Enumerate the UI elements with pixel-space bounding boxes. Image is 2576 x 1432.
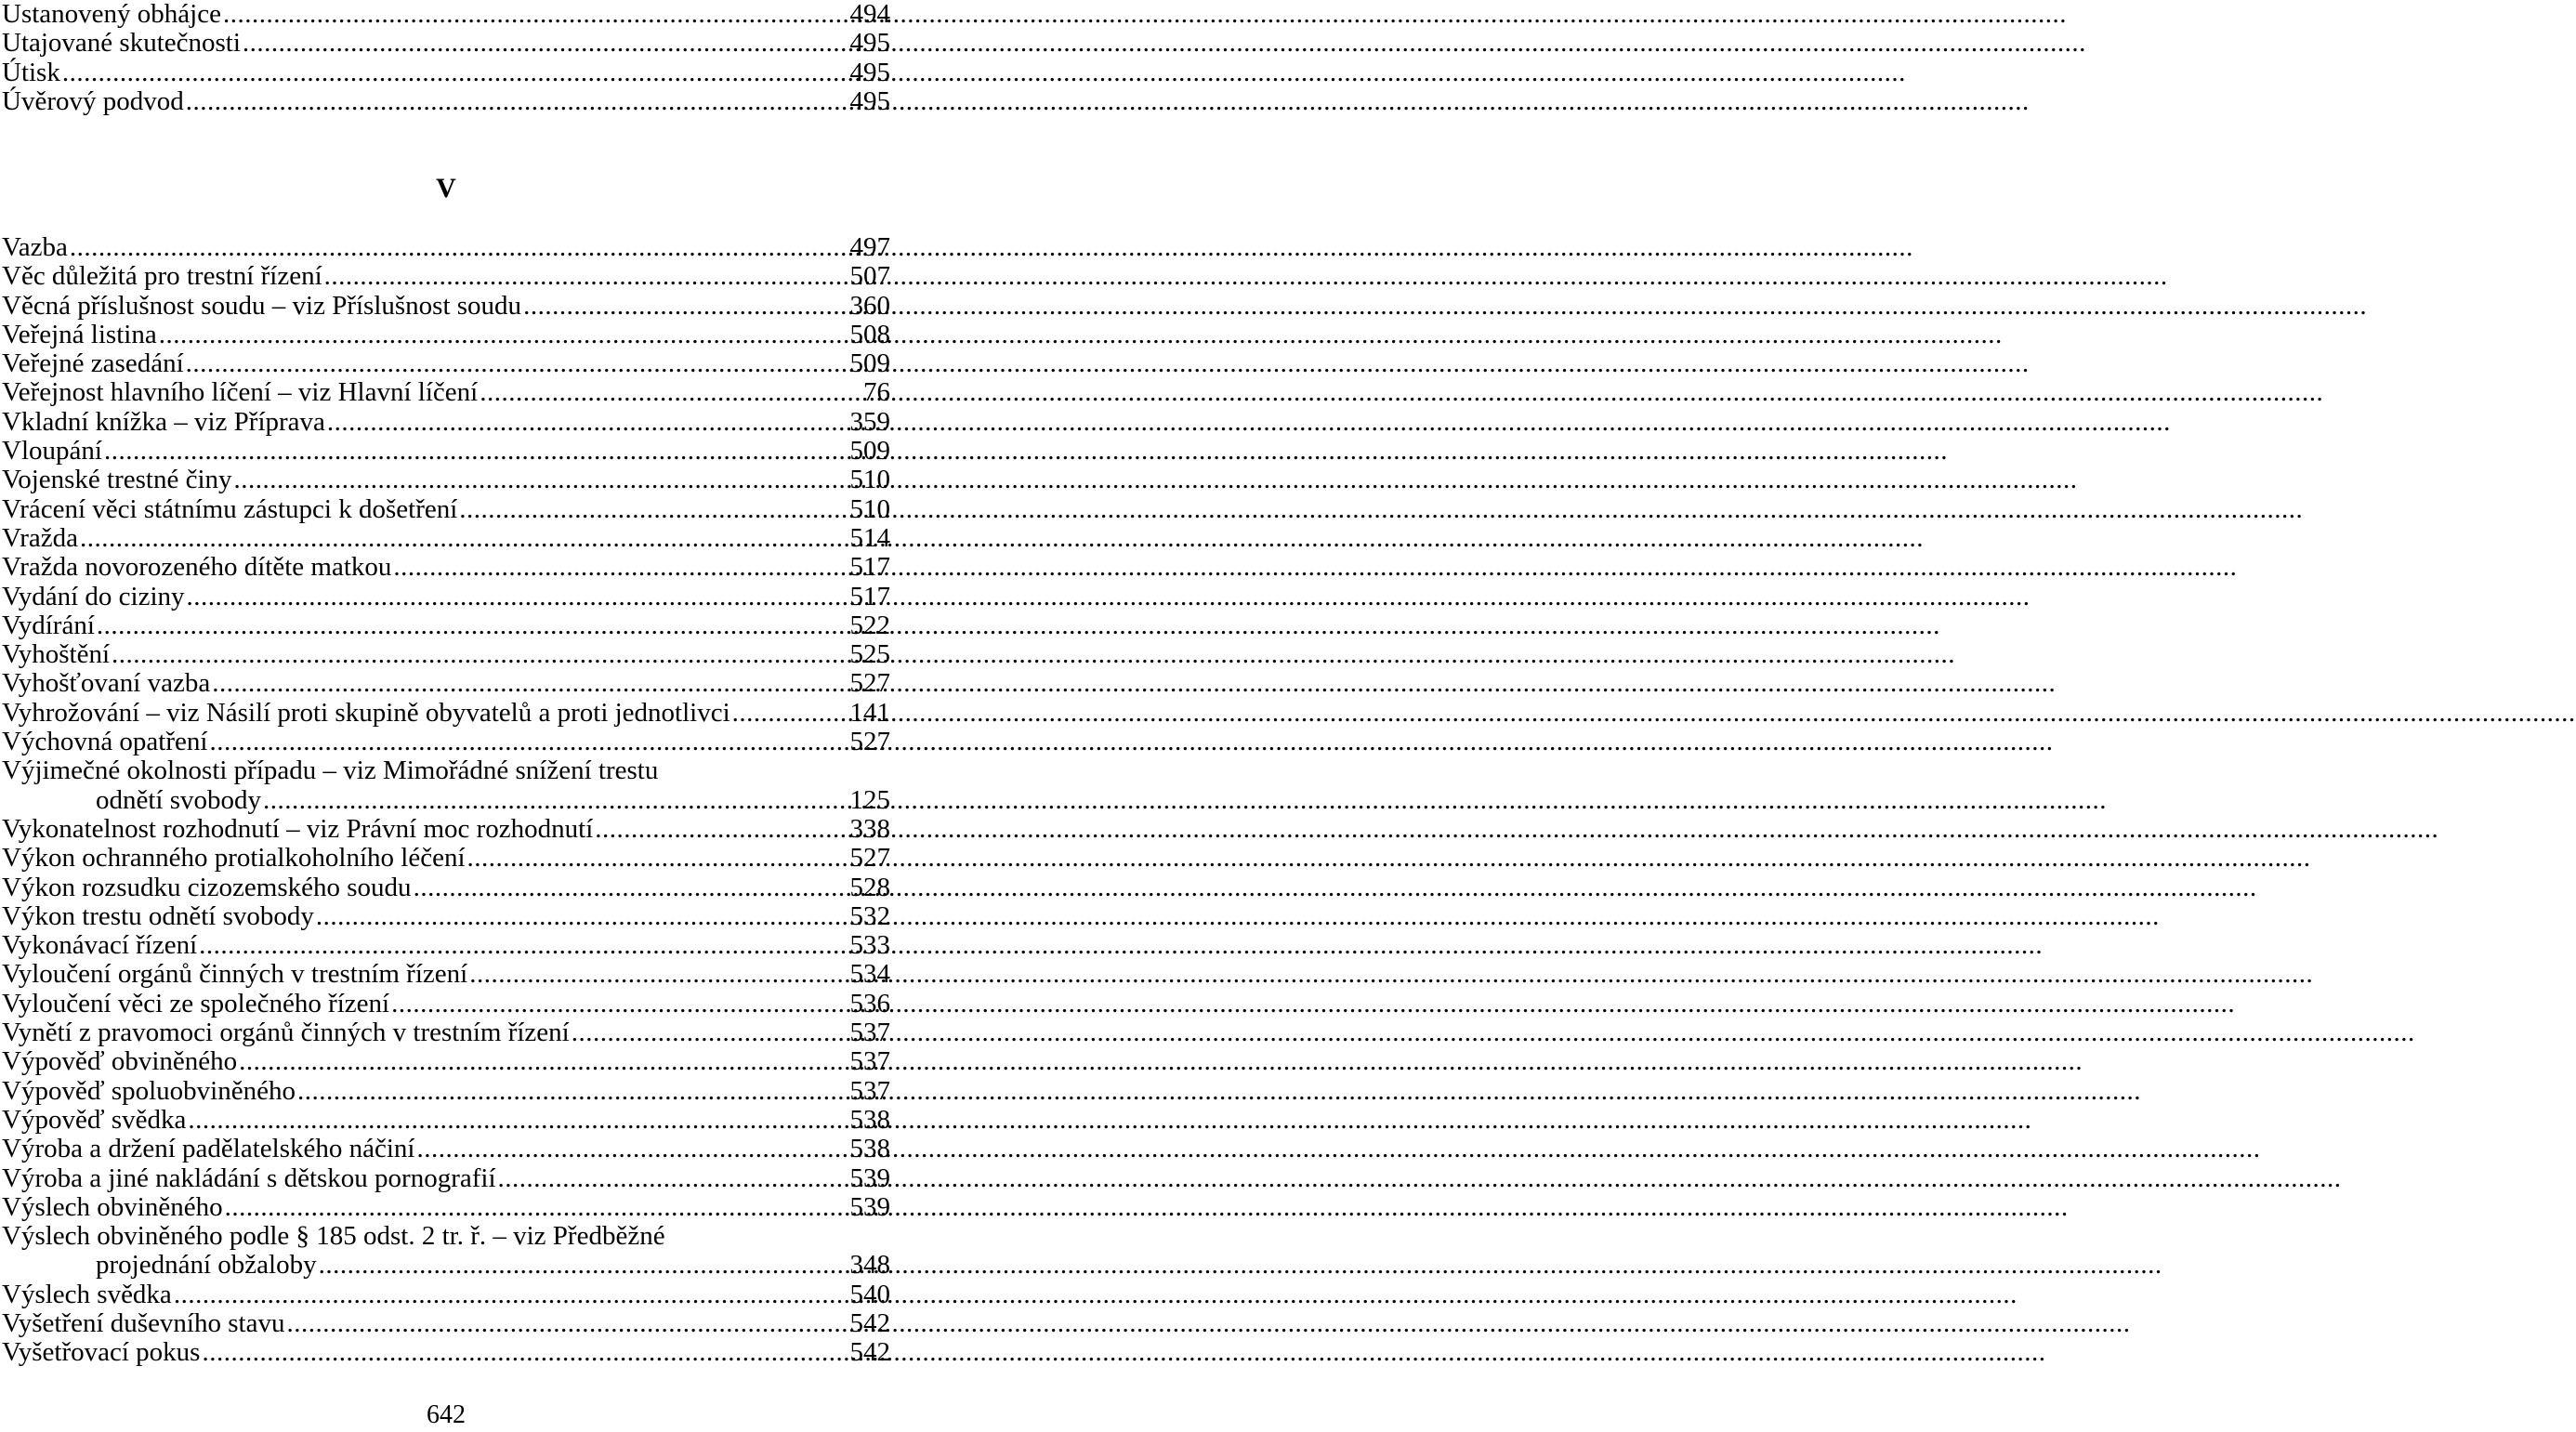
entry-page-number: 510 xyxy=(849,493,890,524)
entry-label: Výpověď obviněného xyxy=(2,1046,238,1077)
entry-label: Věc důležitá pro trestní řízení xyxy=(2,261,322,292)
entry-label: Veřejnost hlavního líčení – viz Hlavní líčení xyxy=(2,377,479,408)
entry-page-number: 527 xyxy=(849,727,890,757)
index-entry xyxy=(2,349,890,378)
entry-label: Výpověď spoluobviněného xyxy=(2,1075,296,1106)
entry-page-number: 508 xyxy=(849,319,890,349)
dot-leader xyxy=(187,583,820,611)
entry-label: Výkon ochranného protialkoholního léčení xyxy=(2,843,466,874)
index-entry xyxy=(2,611,890,640)
dot-leader xyxy=(414,874,820,902)
index-entry xyxy=(2,437,890,466)
index-entry xyxy=(2,262,890,291)
entry-label: Vydání do ciziny xyxy=(2,581,185,611)
entry-page-number: 514 xyxy=(849,522,890,553)
entry-page-number: 542 xyxy=(849,1337,890,1368)
index-entry xyxy=(2,960,890,989)
entry-label: Výslech obviněného podle § 185 odst. 2 tr. ř. – viz Předběžné xyxy=(2,1221,665,1252)
index-entry xyxy=(2,1338,890,1367)
dot-leader xyxy=(595,815,820,844)
entry-page-number: 534 xyxy=(849,959,890,990)
dot-leader xyxy=(212,669,820,698)
entry-label: Výslech obviněného xyxy=(2,1191,223,1222)
index-entry xyxy=(2,874,890,902)
entry-label: Výroba a držení padělatelského náčiní xyxy=(2,1134,415,1164)
entry-label: Věcná příslušnost soudu – viz Příslušnost soudu xyxy=(2,290,522,321)
entry-page-number: 539 xyxy=(849,1191,890,1222)
entry-label: Výkon rozsudku cizozemského soudu xyxy=(2,872,412,902)
index-entry xyxy=(2,59,890,87)
dot-leader xyxy=(225,1193,820,1222)
entry-label: Vyšetřovací pokus xyxy=(2,1337,201,1368)
entry-page-number: 359 xyxy=(849,406,890,437)
entry-continuation-label: projednání obžaloby xyxy=(96,1250,317,1281)
entry-page-number: 527 xyxy=(849,668,890,699)
entry-page-number: 509 xyxy=(849,436,890,466)
dot-leader xyxy=(393,553,820,582)
index-entry xyxy=(2,292,890,321)
entry-page-number: 495 xyxy=(849,28,890,59)
entry-label: Vrácení věci státnímu zástupci k došetření xyxy=(2,493,458,524)
entry-label: Vydírání xyxy=(2,610,95,640)
dot-leader xyxy=(316,902,820,931)
index-entry xyxy=(2,1281,890,1309)
dot-leader xyxy=(97,611,820,640)
entry-label: Vyhoštění xyxy=(2,639,110,670)
index-entry xyxy=(2,0,890,29)
entry-page-number: 510 xyxy=(849,465,890,495)
index-entry xyxy=(2,1222,890,1251)
entry-page-number: 522 xyxy=(849,610,890,640)
entry-page-number: 525 xyxy=(849,639,890,670)
index-entry xyxy=(2,378,890,407)
page-number: 642 xyxy=(427,1400,466,1429)
dot-leader xyxy=(523,292,820,321)
dot-leader xyxy=(263,786,820,815)
index-entry xyxy=(2,524,890,553)
index-entry xyxy=(2,1135,890,1163)
entry-label: Veřejné zasedání xyxy=(2,348,184,379)
index-entry xyxy=(2,990,890,1018)
entry-label: Vynětí z pravomoci orgánů činných v trestním řízení xyxy=(2,1018,570,1048)
entry-page-number: 538 xyxy=(849,1104,890,1135)
dot-leader xyxy=(159,321,820,349)
entry-page-number: 360 xyxy=(849,290,890,321)
entry-page-number: 536 xyxy=(849,988,890,1018)
index-entry xyxy=(2,87,890,116)
index-entry xyxy=(2,815,890,844)
entry-label: Výroba a jiné nakládání s dětskou pornografií xyxy=(2,1163,496,1193)
entry-page-number: 125 xyxy=(849,784,890,815)
dot-leader xyxy=(732,699,820,728)
dot-leader xyxy=(70,233,820,262)
entry-page-number: 507 xyxy=(849,261,890,292)
entry-label: Vyhošťovaní vazba xyxy=(2,668,211,699)
dot-leader xyxy=(186,87,820,116)
index-entry xyxy=(2,1309,890,1338)
index-entry xyxy=(2,233,890,262)
entry-page-number: 338 xyxy=(849,813,890,844)
entry-page-number: 528 xyxy=(849,872,890,902)
entry-page-number: 539 xyxy=(849,1163,890,1193)
section-letter-heading: V xyxy=(436,173,456,204)
dot-leader xyxy=(327,408,820,437)
dot-leader xyxy=(391,990,820,1018)
index-entry xyxy=(2,29,890,58)
entry-page-number: 348 xyxy=(849,1250,890,1281)
entry-page-number: 537 xyxy=(849,1075,890,1106)
index-v-section xyxy=(2,233,890,1368)
entry-page-number: 494 xyxy=(849,0,890,29)
entry-page-number: 538 xyxy=(849,1134,890,1164)
entry-label: Výkon trestu odnětí svobody xyxy=(2,900,314,931)
entry-label: Výpověď svědka xyxy=(2,1104,187,1135)
entry-label: Vykonatelnost rozhodnutí – viz Právní moc rozhodnutí xyxy=(2,813,594,844)
dot-leader xyxy=(498,1164,820,1193)
index-entry xyxy=(2,931,890,960)
index-entry xyxy=(2,902,890,931)
dot-leader xyxy=(202,1338,820,1367)
dot-leader xyxy=(199,931,820,960)
dot-leader xyxy=(234,466,820,494)
index-entry xyxy=(2,583,890,611)
index-entry xyxy=(2,669,890,698)
entry-label: Útisk xyxy=(2,57,60,87)
entry-page-number: 517 xyxy=(849,552,890,583)
index-entry xyxy=(2,1106,890,1135)
dot-leader xyxy=(572,1018,820,1047)
dot-leader xyxy=(286,1309,820,1338)
dot-leader xyxy=(319,1251,820,1280)
entry-label: Výslech svědka xyxy=(2,1279,172,1309)
dot-leader xyxy=(239,1047,820,1076)
dot-leader xyxy=(104,437,820,466)
entry-page-number: 532 xyxy=(849,900,890,931)
index-entry xyxy=(2,844,890,873)
entry-label: Veřejná listina xyxy=(2,319,157,349)
index-entry xyxy=(2,1193,890,1222)
entry-label: Vykonávací řízení xyxy=(2,930,198,961)
index-entry xyxy=(2,408,890,437)
entry-label: Vyšetření duševního stavu xyxy=(2,1307,285,1338)
dot-leader xyxy=(80,524,820,553)
dot-leader xyxy=(223,0,820,29)
entry-label: Vazba xyxy=(2,232,68,262)
entry-label: Vyloučení orgánů činných v trestním řízení xyxy=(2,959,468,990)
entry-page-number: 533 xyxy=(849,930,890,961)
entry-label: Výchovná opatření xyxy=(2,727,208,757)
entry-page-number: 537 xyxy=(849,1018,890,1048)
entry-label: Vyloučení věci ze společného řízení xyxy=(2,988,390,1018)
dot-leader xyxy=(324,262,820,291)
entry-label: Vyhrožování – viz Násilí proti skupině obyvatelů a proti jednotlivci xyxy=(2,697,730,728)
index-entry xyxy=(2,321,890,349)
entry-label: Utajované skutečnosti xyxy=(2,28,241,59)
entry-page-number: 509 xyxy=(849,348,890,379)
index-entry xyxy=(2,640,890,669)
dot-leader xyxy=(297,1077,820,1106)
index-top-section xyxy=(2,0,890,116)
index-entry xyxy=(2,553,890,582)
dot-leader xyxy=(186,349,820,378)
entry-page-number: 537 xyxy=(849,1046,890,1077)
index-entry xyxy=(2,1018,890,1047)
entry-page-number: 517 xyxy=(849,581,890,611)
index-entry xyxy=(2,756,890,785)
entry-page-number: 495 xyxy=(849,57,890,87)
entry-page-number: 497 xyxy=(849,232,890,262)
entry-label: Vkladní knížka – viz Příprava xyxy=(2,406,325,437)
dot-leader xyxy=(480,378,820,407)
index-entry xyxy=(2,728,890,756)
dot-leader xyxy=(243,29,820,58)
entry-continuation-label: odnětí svobody xyxy=(96,784,262,815)
entry-label: Vojenské trestné činy xyxy=(2,465,232,495)
entry-page-number: 495 xyxy=(849,85,890,116)
index-entry xyxy=(2,699,890,728)
dot-leader xyxy=(469,960,820,989)
dot-leader xyxy=(416,1135,820,1163)
dot-leader xyxy=(459,495,820,524)
dot-leader xyxy=(174,1281,820,1309)
entry-page-number: 527 xyxy=(849,843,890,874)
entry-label: Vražda novorozeného dítěte matkou xyxy=(2,552,392,583)
index-entry xyxy=(2,1077,890,1106)
index-entry xyxy=(2,495,890,524)
index-entry xyxy=(2,466,890,494)
index-entry-continuation xyxy=(2,786,890,815)
entry-page-number: 141 xyxy=(849,697,890,728)
entry-page-number: 540 xyxy=(849,1279,890,1309)
index-entry-continuation xyxy=(2,1251,890,1280)
entry-label: Ustanovený obhájce xyxy=(2,0,221,29)
entry-page-number: 542 xyxy=(849,1307,890,1338)
dot-leader xyxy=(209,728,820,756)
index-entry xyxy=(2,1164,890,1193)
dot-leader xyxy=(188,1106,820,1135)
dot-leader xyxy=(62,59,820,87)
entry-page-number: 76 xyxy=(863,377,890,408)
entry-label: Vražda xyxy=(2,522,78,553)
entry-label: Vloupání xyxy=(2,436,102,466)
dot-leader xyxy=(112,640,820,669)
index-entry xyxy=(2,1047,890,1076)
dot-leader xyxy=(467,844,820,873)
entry-label: Výjimečné okolnosti případu – viz Mimořádné snížení trestu xyxy=(2,755,659,786)
entry-label: Úvěrový podvod xyxy=(2,85,184,116)
